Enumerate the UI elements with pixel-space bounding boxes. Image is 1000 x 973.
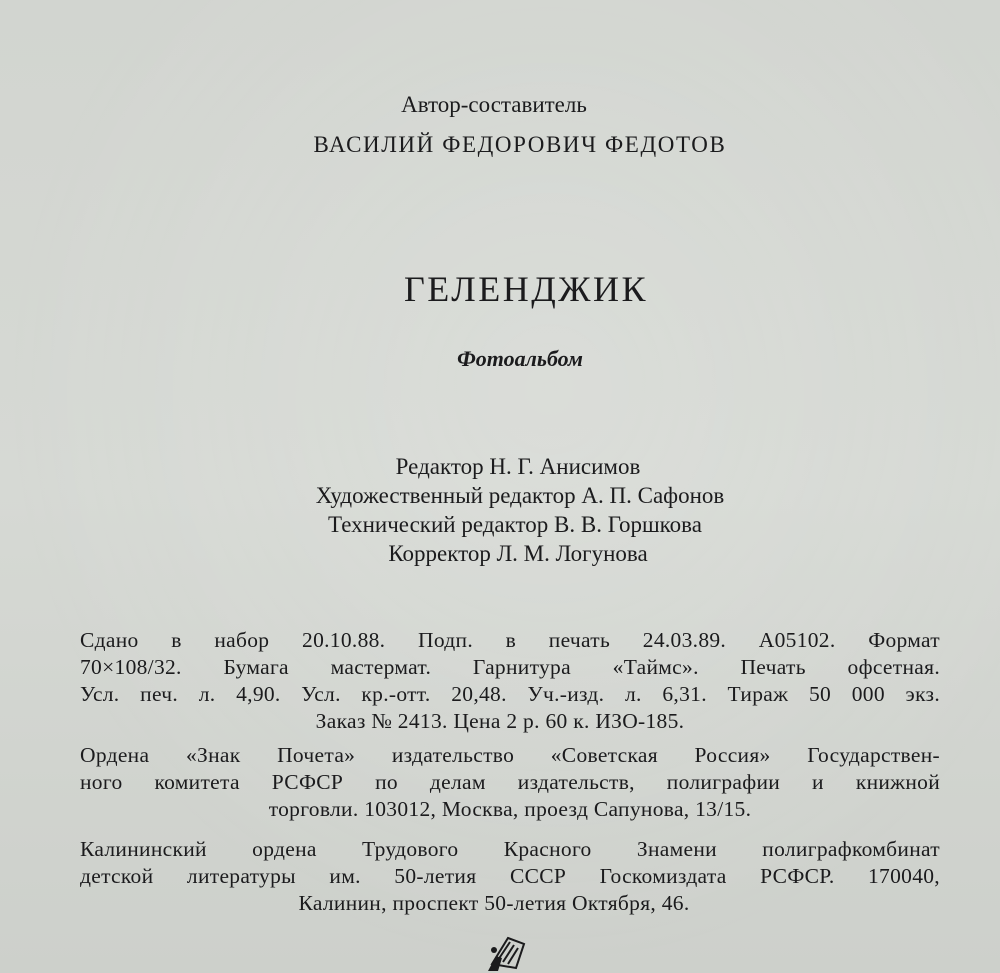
staff-editor: Редактор Н. Г. Анисимов [395, 454, 641, 479]
publisher-line: торговли. 103012, Москва, проезд Сапунова, 13/15. [268, 797, 752, 821]
printer-line: Калининский ордена Трудового Красного Знамени полиграфкомбинат [80, 837, 940, 861]
publisher-info [80, 742, 940, 823]
publisher-line: Ордена «Знак Почета» издательство «Советская Россия» Государствен- [80, 743, 940, 767]
staff-tech-editor: Технический редактор В. В. Горшкова [328, 512, 702, 537]
printing-line: Заказ № 2413. Цена 2 р. 60 к. ИЗО-185. [315, 709, 685, 733]
author-name: ВАСИЛИЙ ФЕДОРОВИЧ ФЕДОТОВ [313, 132, 727, 157]
staff-credits [18, 452, 1000, 568]
book-subtitle: Фотоальбом [457, 346, 583, 371]
author-label: Автор-составитель [401, 92, 587, 117]
printer-info [80, 836, 940, 917]
staff-art-editor: Художественный редактор А. П. Сафонов [315, 483, 725, 508]
publisher-line: ного комитета РСФСР по делам издательств, полиграфии и книжной [80, 770, 940, 794]
printer-line: Калинин, проспект 50-летия Октября, 46. [298, 891, 690, 915]
printing-details [80, 627, 940, 735]
staff-proofreader: Корректор Л. М. Логунова [388, 541, 648, 566]
publisher-emblem-icon [486, 934, 530, 973]
printing-line: Сдано в набор 20.10.88. Подп. в печать 24.03.89. А05102. Формат [80, 628, 940, 652]
printer-line: детской литературы им. 50-летия СССР Госкомиздата РСФСР. 170040, [80, 864, 940, 888]
book-title: ГЕЛЕНДЖИК [403, 269, 649, 309]
printing-line: Усл. печ. л. 4,90. Усл. кр.-отт. 20,48. Уч.-изд. л. 6,31. Тираж 50 000 экз. [80, 682, 940, 706]
printing-line: 70×108/32. Бумага мастермат. Гарнитура «Таймс». Печать офсетная. [80, 655, 940, 679]
